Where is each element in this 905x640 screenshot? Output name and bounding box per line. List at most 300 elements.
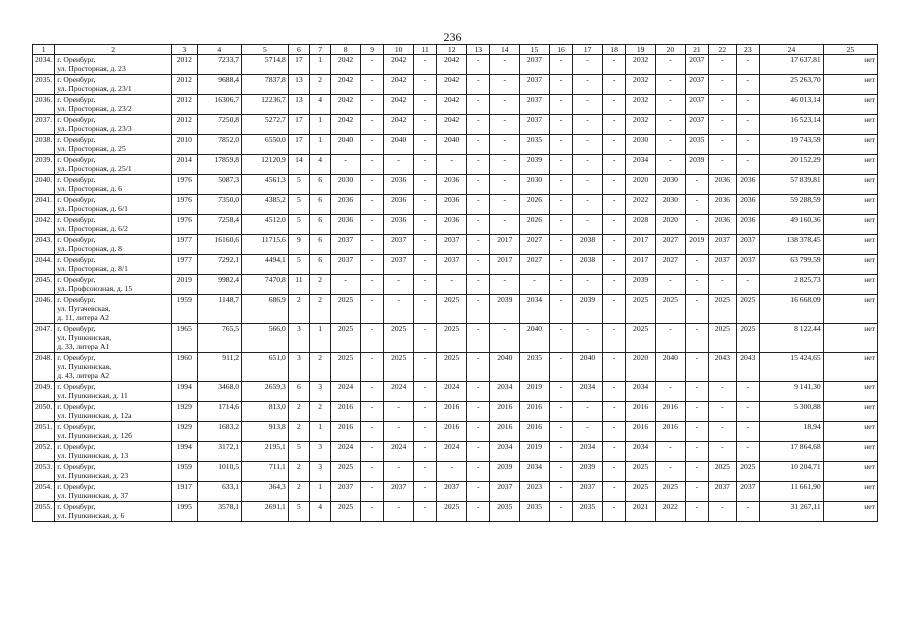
cell-col-17: 2039 (573, 462, 603, 482)
address-line: г. Оренбург, (57, 482, 96, 491)
cell-col-16: - (549, 215, 572, 235)
cell-col-16: - (549, 482, 572, 502)
cell-col-15: 2027 (520, 235, 550, 255)
cell-col-19: 2016 (626, 402, 656, 422)
table-row (33, 442, 878, 462)
address-line: г. Оренбург, (57, 235, 96, 244)
cell-col-5: 12236,7 (242, 95, 289, 115)
cell-col-18: - (602, 235, 625, 255)
cell-col-17: - (573, 402, 603, 422)
cell-col-22: - (709, 422, 737, 442)
cell-col-19: 2034 (626, 155, 656, 175)
cell-col-24: 16 668,09 (759, 295, 823, 324)
cell-col-7: 2 (310, 295, 331, 324)
cell-col-5: 4512,0 (242, 215, 289, 235)
cell-col-16: - (549, 295, 572, 324)
cell-col-12: 2042 (437, 75, 467, 95)
cell-col-15: 2040 (520, 324, 550, 353)
address-line: г. Оренбург, (57, 353, 96, 362)
cell-col-4: 9688,4 (197, 75, 242, 95)
cell-col-20: 2016 (655, 402, 685, 422)
cell-col-12: 2024 (437, 382, 467, 402)
cell-col-12: 2036 (437, 175, 467, 195)
cell-col-6: 3 (288, 353, 309, 382)
cell-col-13: - (467, 502, 490, 522)
cell-col-25: нет (823, 175, 877, 195)
cell-col-10: 2037 (384, 255, 414, 275)
cell-col-19: 2034 (626, 442, 656, 462)
cell-col-8: - (331, 275, 361, 295)
cell-col-20: 2022 (655, 502, 685, 522)
cell-col-3: 1965 (172, 324, 197, 353)
address-line: ул. Просторная, д. 23 (57, 64, 126, 73)
cell-col-10: - (384, 462, 414, 482)
address-line: ул. Просторная, д. 23/2 (57, 104, 132, 113)
table-body (33, 55, 878, 522)
cell-col-12: 2016 (437, 422, 467, 442)
cell-col-12: 2025 (437, 502, 467, 522)
cell-col-6: 6 (288, 382, 309, 402)
cell-col-15: 2034 (520, 295, 550, 324)
cell-col-9: - (360, 295, 383, 324)
table-row (33, 422, 878, 442)
cell-col-9: - (360, 402, 383, 422)
address-cell (55, 95, 172, 115)
cell-col-20: 2027 (655, 235, 685, 255)
table-row (33, 482, 878, 502)
cell-col-17: - (573, 115, 603, 135)
cell-col-4: 7292,1 (197, 255, 242, 275)
cell-col-5: 5714,8 (242, 55, 289, 75)
cell-col-5: 7470,8 (242, 275, 289, 295)
cell-col-11: - (414, 275, 437, 295)
cell-col-18: - (602, 95, 625, 115)
cell-col-21: 2037 (685, 95, 708, 115)
cell-col-11: - (414, 324, 437, 353)
cell-col-13: - (467, 422, 490, 442)
address-line: ул. Пушкинская, д. 11 (57, 391, 128, 400)
cell-col-8: 2024 (331, 382, 361, 402)
cell-col-19: 2032 (626, 95, 656, 115)
cell-col-13: - (467, 482, 490, 502)
address-line: г. Оренбург, (57, 195, 96, 204)
table-row (33, 115, 878, 135)
row-number: 2049. (33, 382, 55, 402)
cell-col-12: - (437, 275, 467, 295)
cell-col-19: 2025 (626, 482, 656, 502)
cell-col-20: 2030 (655, 175, 685, 195)
table-row (33, 135, 878, 155)
cell-col-18: - (602, 382, 625, 402)
cell-col-8: 2036 (331, 215, 361, 235)
cell-col-19: 2032 (626, 55, 656, 75)
table-row (33, 95, 878, 115)
cell-col-4: 7852,0 (197, 135, 242, 155)
column-header-4: 4 (197, 45, 242, 55)
cell-col-3: 2012 (172, 115, 197, 135)
cell-col-6: 11 (288, 275, 309, 295)
address-cell (55, 75, 172, 95)
cell-col-16: - (549, 95, 572, 115)
cell-col-6: 5 (288, 255, 309, 275)
cell-col-5: 813,0 (242, 402, 289, 422)
cell-col-24: 20 152,29 (759, 155, 823, 175)
cell-col-7: 6 (310, 175, 331, 195)
cell-col-18: - (602, 275, 625, 295)
cell-col-5: 651,0 (242, 353, 289, 382)
table-row (33, 324, 878, 353)
address-line: ул. Профсоюзная, д. 15 (57, 284, 133, 293)
cell-col-21: 2037 (685, 55, 708, 75)
column-header-10: 10 (384, 45, 414, 55)
row-number: 2047. (33, 324, 55, 353)
cell-col-11: - (414, 255, 437, 275)
cell-col-9: - (360, 115, 383, 135)
row-number: 2054. (33, 482, 55, 502)
cell-col-13: - (467, 442, 490, 462)
column-header-22: 22 (709, 45, 737, 55)
cell-col-12: 2037 (437, 235, 467, 255)
cell-col-25: нет (823, 195, 877, 215)
cell-col-24: 17 864,68 (759, 442, 823, 462)
cell-col-15: 2035 (520, 502, 550, 522)
cell-col-20: 2030 (655, 195, 685, 215)
cell-col-8: 2025 (331, 295, 361, 324)
cell-col-24: 57 839,81 (759, 175, 823, 195)
column-header-12: 12 (437, 45, 467, 55)
cell-col-4: 1148,7 (197, 295, 242, 324)
column-header-20: 20 (655, 45, 685, 55)
cell-col-13: - (467, 175, 490, 195)
cell-col-3: 1959 (172, 295, 197, 324)
cell-col-19: 2025 (626, 295, 656, 324)
cell-col-7: 4 (310, 502, 331, 522)
cell-col-14: - (490, 135, 520, 155)
cell-col-7: 1 (310, 135, 331, 155)
cell-col-7: 2 (310, 75, 331, 95)
cell-col-25: нет (823, 353, 877, 382)
cell-col-20: 2040 (655, 353, 685, 382)
cell-col-5: 364,3 (242, 482, 289, 502)
cell-col-14: 2016 (490, 402, 520, 422)
cell-col-13: - (467, 115, 490, 135)
cell-col-17: 2038 (573, 255, 603, 275)
cell-col-23: 2037 (736, 235, 759, 255)
cell-col-16: - (549, 275, 572, 295)
address-line: г. Оренбург, (57, 402, 96, 411)
cell-col-11: - (414, 175, 437, 195)
address-line: ул. Пушкинская, д. 6 (57, 511, 125, 520)
cell-col-3: 1977 (172, 235, 197, 255)
row-number: 2046. (33, 295, 55, 324)
column-header-9: 9 (360, 45, 383, 55)
cell-col-23: - (736, 155, 759, 175)
address-cell (55, 482, 172, 502)
table-header (33, 45, 878, 55)
address-line: г. Оренбург, (57, 462, 96, 471)
cell-col-4: 633,1 (197, 482, 242, 502)
cell-col-8: 2042 (331, 115, 361, 135)
cell-col-5: 7837,8 (242, 75, 289, 95)
cell-col-23: 2025 (736, 462, 759, 482)
column-header-21: 21 (685, 45, 708, 55)
address-line: д. 33, литера А1 (57, 342, 110, 351)
cell-col-4: 911,2 (197, 353, 242, 382)
cell-col-8: 2042 (331, 95, 361, 115)
address-line: г. Оренбург, (57, 255, 96, 264)
cell-col-9: - (360, 382, 383, 402)
cell-col-23: - (736, 75, 759, 95)
cell-col-8: - (331, 155, 361, 175)
cell-col-18: - (602, 255, 625, 275)
cell-col-22: - (709, 75, 737, 95)
table-row (33, 353, 878, 382)
address-line: ул. Просторная, д. 6/2 (57, 224, 128, 233)
cell-col-25: нет (823, 502, 877, 522)
cell-col-12: - (437, 155, 467, 175)
cell-col-8: 2036 (331, 195, 361, 215)
address-line: ул. Просторная, д. 8/1 (57, 264, 128, 273)
table-row (33, 215, 878, 235)
cell-col-23: 2037 (736, 255, 759, 275)
cell-col-23: - (736, 442, 759, 462)
address-cell (55, 324, 172, 353)
cell-col-11: - (414, 115, 437, 135)
cell-col-14: - (490, 75, 520, 95)
cell-col-17: - (573, 324, 603, 353)
column-header-11: 11 (414, 45, 437, 55)
cell-col-5: 2691,1 (242, 502, 289, 522)
cell-col-4: 765,5 (197, 324, 242, 353)
cell-col-24: 17 637,81 (759, 55, 823, 75)
cell-col-18: - (602, 195, 625, 215)
address-cell (55, 382, 172, 402)
cell-col-3: 1976 (172, 175, 197, 195)
cell-col-4: 3468,0 (197, 382, 242, 402)
cell-col-12: 2040 (437, 135, 467, 155)
cell-col-25: нет (823, 115, 877, 135)
cell-col-12: 2036 (437, 215, 467, 235)
row-number: 2055. (33, 502, 55, 522)
column-header-3: 3 (172, 45, 197, 55)
address-cell (55, 295, 172, 324)
cell-col-16: - (549, 442, 572, 462)
cell-col-14: 2039 (490, 295, 520, 324)
address-line: ул. Пушкинская, д. 13 (57, 451, 129, 460)
cell-col-25: нет (823, 235, 877, 255)
cell-col-17: - (573, 275, 603, 295)
cell-col-5: 4561,3 (242, 175, 289, 195)
cell-col-6: 17 (288, 55, 309, 75)
cell-col-9: - (360, 135, 383, 155)
cell-col-15: 2026 (520, 215, 550, 235)
address-line: ул. Пушкинская, д. 12б (57, 431, 132, 440)
cell-col-19: 2022 (626, 195, 656, 215)
cell-col-19: 2025 (626, 324, 656, 353)
cell-col-25: нет (823, 215, 877, 235)
cell-col-23: - (736, 115, 759, 135)
cell-col-11: - (414, 353, 437, 382)
cell-col-24: 19 743,59 (759, 135, 823, 155)
cell-col-5: 4385,2 (242, 195, 289, 215)
cell-col-25: нет (823, 155, 877, 175)
address-line: г. Оренбург, (57, 135, 96, 144)
cell-col-8: 2025 (331, 324, 361, 353)
cell-col-15: 2023 (520, 482, 550, 502)
cell-col-23: 2025 (736, 295, 759, 324)
cell-col-8: 2037 (331, 235, 361, 255)
cell-col-6: 5 (288, 502, 309, 522)
cell-col-18: - (602, 482, 625, 502)
cell-col-21: - (685, 275, 708, 295)
cell-col-17: - (573, 55, 603, 75)
cell-col-18: - (602, 55, 625, 75)
cell-col-21: 2037 (685, 115, 708, 135)
address-cell (55, 402, 172, 422)
cell-col-9: - (360, 422, 383, 442)
address-cell (55, 215, 172, 235)
cell-col-21: - (685, 353, 708, 382)
cell-col-10: 2037 (384, 235, 414, 255)
row-number: 2051. (33, 422, 55, 442)
cell-col-17: 2035 (573, 502, 603, 522)
cell-col-11: - (414, 482, 437, 502)
cell-col-18: - (602, 155, 625, 175)
address-line: г. Оренбург, (57, 215, 96, 224)
cell-col-3: 1959 (172, 462, 197, 482)
cell-col-11: - (414, 155, 437, 175)
cell-col-7: 1 (310, 422, 331, 442)
cell-col-4: 5087,3 (197, 175, 242, 195)
cell-col-17: 2034 (573, 382, 603, 402)
cell-col-24: 31 267,11 (759, 502, 823, 522)
cell-col-21: - (685, 295, 708, 324)
cell-col-14: 2034 (490, 442, 520, 462)
address-line: ул. Пугачевская, (57, 304, 111, 313)
cell-col-23: - (736, 402, 759, 422)
address-cell (55, 462, 172, 482)
row-number: 2052. (33, 442, 55, 462)
table-row (33, 195, 878, 215)
cell-col-4: 17859,8 (197, 155, 242, 175)
cell-col-3: 1929 (172, 402, 197, 422)
cell-col-10: 2024 (384, 442, 414, 462)
cell-col-21: - (685, 324, 708, 353)
cell-col-15: 2035 (520, 135, 550, 155)
cell-col-13: - (467, 402, 490, 422)
cell-col-21: - (685, 382, 708, 402)
cell-col-4: 1714,6 (197, 402, 242, 422)
cell-col-3: 2012 (172, 95, 197, 115)
cell-col-20: - (655, 115, 685, 135)
cell-col-9: - (360, 75, 383, 95)
cell-col-5: 2659,3 (242, 382, 289, 402)
cell-col-8: 2016 (331, 422, 361, 442)
cell-col-17: - (573, 195, 603, 215)
cell-col-16: - (549, 255, 572, 275)
cell-col-25: нет (823, 295, 877, 324)
cell-col-3: 2014 (172, 155, 197, 175)
cell-col-4: 9982,4 (197, 275, 242, 295)
cell-col-13: - (467, 382, 490, 402)
cell-col-19: 2032 (626, 115, 656, 135)
cell-col-25: нет (823, 75, 877, 95)
cell-col-10: - (384, 295, 414, 324)
cell-col-5: 5272,7 (242, 115, 289, 135)
cell-col-9: - (360, 502, 383, 522)
cell-col-19: 2039 (626, 275, 656, 295)
cell-col-7: 2 (310, 353, 331, 382)
cell-col-23: - (736, 422, 759, 442)
cell-col-12: 2016 (437, 402, 467, 422)
cell-col-20: - (655, 95, 685, 115)
cell-col-14: - (490, 55, 520, 75)
cell-col-18: - (602, 422, 625, 442)
cell-col-3: 1977 (172, 255, 197, 275)
column-header-17: 17 (573, 45, 603, 55)
address-line: г. Оренбург, (57, 324, 96, 333)
cell-col-10: 2042 (384, 55, 414, 75)
row-number: 2048. (33, 353, 55, 382)
cell-col-8: 2025 (331, 353, 361, 382)
cell-col-3: 2019 (172, 275, 197, 295)
address-cell (55, 422, 172, 442)
row-number: 2042. (33, 215, 55, 235)
cell-col-24: 15 424,65 (759, 353, 823, 382)
column-header-13: 13 (467, 45, 490, 55)
cell-col-6: 13 (288, 75, 309, 95)
table-row (33, 155, 878, 175)
cell-col-24: 10 204,71 (759, 462, 823, 482)
cell-col-6: 17 (288, 115, 309, 135)
row-number: 2050. (33, 402, 55, 422)
cell-col-14: - (490, 95, 520, 115)
address-line: г. Оренбург, (57, 275, 96, 284)
cell-col-4: 1010,5 (197, 462, 242, 482)
cell-col-23: - (736, 275, 759, 295)
cell-col-9: - (360, 95, 383, 115)
address-line: г. Оренбург, (57, 502, 96, 511)
cell-col-20: 2025 (655, 482, 685, 502)
cell-col-17: 2037 (573, 482, 603, 502)
table-row (33, 55, 878, 75)
cell-col-7: 6 (310, 195, 331, 215)
cell-col-13: - (467, 275, 490, 295)
cell-col-24: 16 523,14 (759, 115, 823, 135)
cell-col-24: 59 288,59 (759, 195, 823, 215)
cell-col-18: - (602, 115, 625, 135)
address-cell (55, 442, 172, 462)
cell-col-11: - (414, 462, 437, 482)
cell-col-23: 2025 (736, 324, 759, 353)
cell-col-3: 1994 (172, 442, 197, 462)
cell-col-4: 16160,6 (197, 235, 242, 255)
table-row (33, 402, 878, 422)
cell-col-15: 2037 (520, 95, 550, 115)
cell-col-21: - (685, 215, 708, 235)
cell-col-10: - (384, 155, 414, 175)
cell-col-9: - (360, 215, 383, 235)
cell-col-6: 17 (288, 135, 309, 155)
address-cell (55, 155, 172, 175)
cell-col-16: - (549, 235, 572, 255)
cell-col-16: - (549, 55, 572, 75)
cell-col-5: 686,9 (242, 295, 289, 324)
cell-col-10: 2037 (384, 482, 414, 502)
cell-col-8: 2025 (331, 462, 361, 482)
cell-col-19: 2017 (626, 255, 656, 275)
table-row (33, 462, 878, 482)
